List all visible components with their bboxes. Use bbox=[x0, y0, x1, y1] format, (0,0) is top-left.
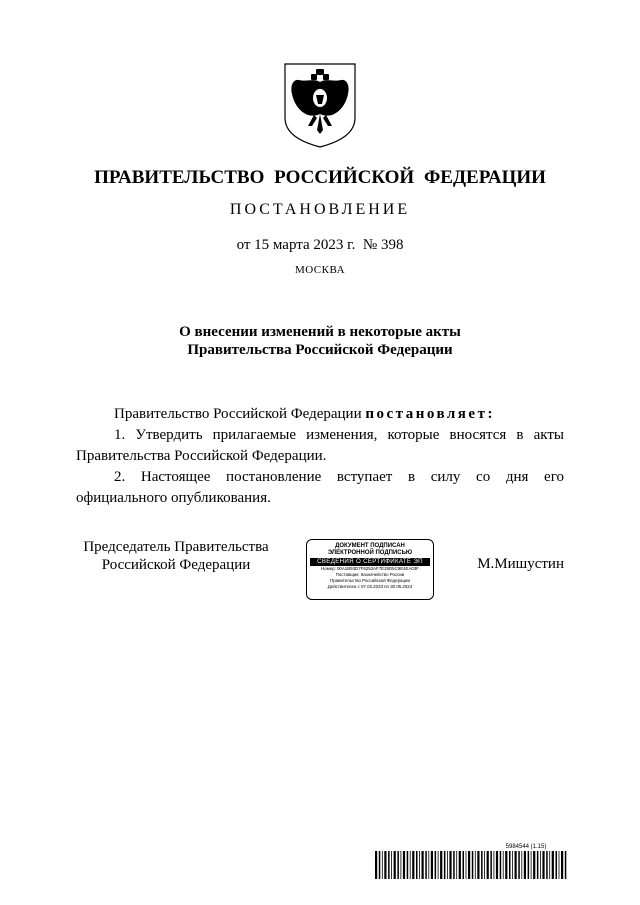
stamp-validity: Действителен с 07.03.2023 по 30.05.2024 bbox=[327, 584, 413, 589]
document-body bbox=[76, 404, 564, 509]
preamble-verb: постановляет: bbox=[365, 406, 495, 422]
barcode-icon bbox=[375, 851, 567, 879]
electronic-signature-stamp bbox=[306, 539, 434, 600]
document-date-number: от 15 марта 2023 г. № 398 bbox=[236, 237, 404, 253]
position-line: Председатель Правительства bbox=[83, 539, 269, 555]
stamp-owner: Правительство Российской Федерации bbox=[330, 578, 410, 583]
government-title: ПРАВИТЕЛЬСТВО РОССИЙСКОЙ ФЕДЕРАЦИИ bbox=[94, 167, 546, 188]
item-paragraph: 2. Настоящее постановление вступает в силу со дня его bbox=[114, 469, 564, 485]
document-subject bbox=[0, 323, 640, 359]
item-paragraph-continuation: Правительства Российской Федерации. bbox=[76, 448, 327, 464]
stamp-heading-line: ЭЛЕКТРОННОЙ ПОДПИСЬЮ bbox=[327, 550, 413, 556]
stamp-certificate-bar: СВЕДЕНИЯ О СЕРТИФИКАТЕ ЭП bbox=[310, 558, 430, 566]
coat-of-arms-emblem bbox=[281, 60, 359, 150]
item-paragraph: 1. Утвердить прилагаемые изменения, которые вносятся в акты bbox=[114, 427, 564, 443]
position-line: Российской Федерации bbox=[101, 557, 251, 573]
document-code: 5984544 (1.15) bbox=[505, 844, 547, 850]
signer-name: М.Мишустин bbox=[477, 556, 564, 572]
subject-line: О внесении изменений в некоторые акты bbox=[179, 324, 461, 340]
stamp-serial: Номер: 00A1B93D7F6253AF7E29D5C9E4EA03F bbox=[321, 566, 419, 571]
preamble-paragraph bbox=[76, 404, 564, 425]
document-city: МОСКВА bbox=[294, 264, 346, 276]
subject-line: Правительства Российской Федерации bbox=[187, 342, 453, 358]
signatory-position bbox=[76, 538, 276, 574]
stamp-heading bbox=[307, 543, 433, 557]
item-paragraph-continuation: официального опубликования. bbox=[76, 490, 271, 506]
preamble-text: Правительство Российской Федерации bbox=[114, 406, 362, 422]
stamp-heading-line: ДОКУМЕНТ ПОДПИСАН bbox=[335, 543, 405, 549]
stamp-issuer: Поставщик: Казначейство России bbox=[335, 572, 405, 577]
document-type: ПОСТАНОВЛЕНИЕ bbox=[229, 201, 411, 218]
